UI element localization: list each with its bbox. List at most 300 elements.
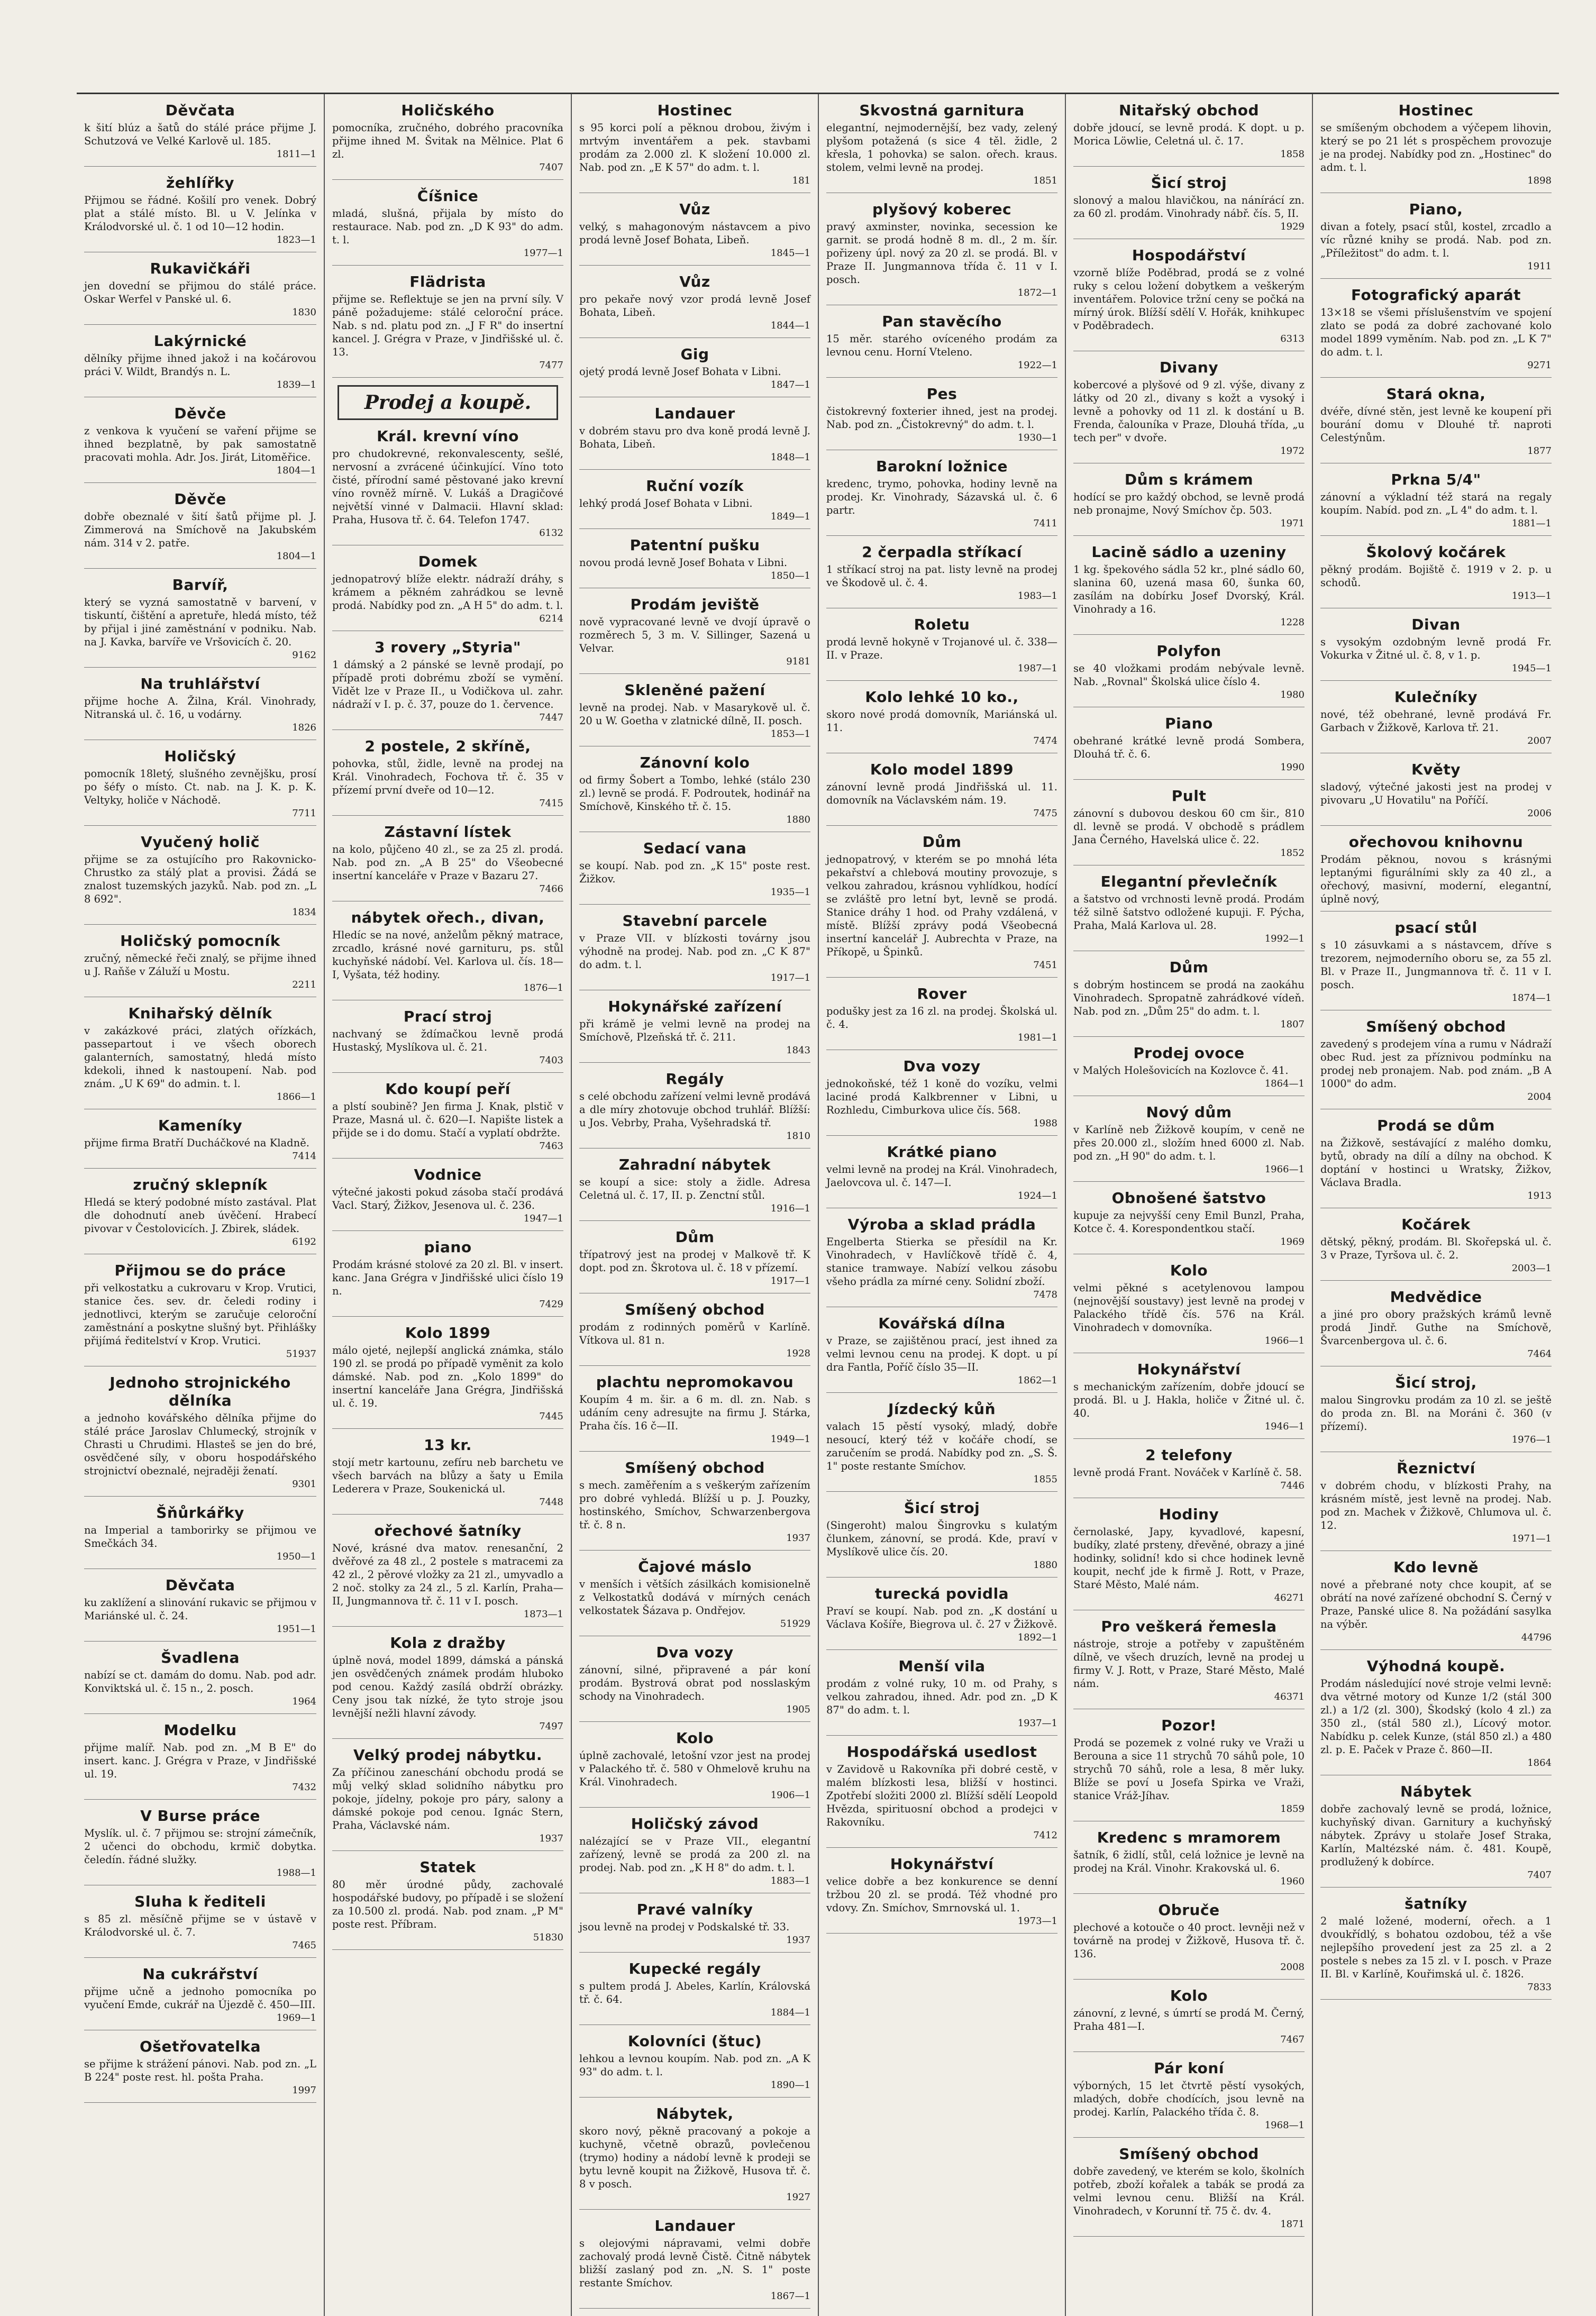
ad-body: plechové a kotouče o 40 proct. levněji než v továrně na prodej v Žižkově, Husova tř. č. 136. [1073,1921,1305,1960]
ad-code: 1937—1 [1017,1718,1057,1729]
ad-code: 6313 [1280,333,1305,344]
classified-ad [579,1729,810,1808]
ad-heading: Na cukrářství [142,1965,258,1983]
ad-code: 1913 [1527,1190,1552,1201]
ad-code: 1810 [786,1130,810,1142]
classified-ad [1320,1895,1552,2000]
classified-ad [579,1373,810,1452]
ad-code: 1937 [786,1935,810,1946]
ad-body: a jiné pro obory pražských krámů levně prodá Jindř. Guthe na Smíchově, Švarcenbergova ul. č. 6. [1320,1308,1552,1347]
ad-columns [77,93,1559,2302]
ad-body: pohovka, stůl, židle, levně na prodej na Král. Vinohradech, Fochova tř. č. 35 v přízemí první dveře od 10—12. [332,758,563,796]
classified-ad [1320,1460,1552,1551]
classified-ad [84,102,316,167]
ad-body: přijme učně a jednoho pomocníka po vyučení Emde, cukrář na Újezdě č. 450—III. [84,1985,316,2011]
ad-body: k šití blúz a šatů do stálé práce přijme J. Schutzová ve Velké Karlově ul. 185. [84,122,316,147]
ad-body: dobře zavedený, ve kterém se kolo, školních potřeb, zboží kořalek a tabák se prodá za velmi levnou cenu. Bližší na Král. Vinohradech, v Korunní tř. 75 č. dv. 4. [1073,2165,1305,2217]
classified-ad [1320,761,1552,826]
ad-body: nachvaný se ždímačkou levně prodá Hustaský, Myslíkova ul. č. 21. [332,1028,563,1053]
classified-ad [1073,1829,1305,1894]
ad-body: velmi levně na prodej na Král. Vinohradech, Jaelovcova ul. č. 147—I. [826,1163,1057,1189]
ad-body: nalézající se v Praze VII., elegantní zařízený, levně se prodá za 200 zl. na prodej. Nab. pod zn. „K H 8" do adm. t. l. [579,1835,810,1874]
classified-ad [1320,200,1552,279]
ad-heading: Kupecké regály [628,1960,761,1977]
ad-body: v Praze, se zajištěnou prací, jest ihned za velmi levnou cenu na prodej. K dopt. u pí dra Fantla, Poříč číslo 35—II. [826,1335,1057,1373]
column-4 [818,94,1065,2316]
ad-heading: Smíšený obchod [625,1459,765,1476]
ad-code: 1917—1 [770,1275,810,1287]
classified-ad [332,1166,563,1231]
classified-ad [826,102,1057,193]
ad-heading: Prodám jeviště [630,596,760,613]
classified-ad [1320,1216,1552,1281]
ad-heading: 13 kr. [424,1436,472,1454]
ad-body: se koupí a sice: stoly a židle. Adresa Celetná ul. č. 17, II. p. Zenctní stůl. [579,1176,810,1201]
classified-ad [579,102,810,193]
ad-body: v Zavidově u Rakovníka při dobré cestě, v malém blízkosti lesa, bližší v hostinci. Zpotřebí složiti 2000 zl. Blížší sdělí Leopold Hvězda, spirituosní obchod a prodejci v Rakovníku. [826,1763,1057,1828]
classified-ad [579,1459,810,1551]
ad-code: 1850—1 [770,570,810,581]
ad-body: stojí metr kartounu, zefíru neb barchetu ve všech barvách na blůzy a šaty u Emila Lederera v Praze, Soukenická ul. [332,1456,563,1495]
ad-body: sladový, výtečné jakosti jest na prodej v pivovaru „U Hovatilu" na Poříčí. [1320,781,1552,806]
ad-body: pravý axminster, novinka, secession ke garnit. se prodá hodně 8 m. dl., 2 m. šír. pořizeny úpl. nový za 20 zl. se prodá. Bl. v Praze II. Jungmannova třída č. 11 v I. posch. [826,221,1057,286]
ad-code: 7429 [539,1299,563,1310]
ad-heading: Dva vozy [656,1644,734,1661]
ad-code: 1848—1 [770,452,810,463]
ad-heading: Patentní pušku [630,536,760,554]
ad-code: 1929 [1280,221,1305,232]
ad-heading: plyšový koberec [872,200,1012,218]
ad-heading: Pár koní [1154,2059,1224,2077]
ad-heading: Rukavičkáři [150,260,251,277]
ad-code: 7412 [1033,1830,1057,1841]
ad-body: se 40 vložkami prodám nebývale levně. Nab. „Rovnal" Školská ulice číslo 4. [1073,662,1305,688]
ad-code: 7446 [1280,1480,1305,1491]
ad-body: malou Singrovku prodám za 10 zl. se ještě do proda zn. Bl. na Moráni č. 360 (v přízemí). [1320,1394,1552,1433]
ad-body: s mechanickým zařízením, dobře jdoucí se prodá. Bl. u J. Hakla, holiče v Žitné ul. č. 40. [1073,1381,1305,1419]
ad-code: 1988—1 [276,1867,316,1879]
ad-heading: Kočárek [1401,1216,1471,1233]
ad-body: který se vyzná samostatně v barvení, v tiskuntí, čištění a apretuře, hledá místo, též by přijal i jiné zaměstnání v podniku. Nab. na J. Kavka, barvíře ve Vršovicích č. 20. [84,596,316,648]
ad-heading: Hospodářství [1132,247,1246,264]
ad-body: pro pekaře nový vzor prodá levně Josef Bohata, Libeň. [579,293,810,318]
ad-heading: Dům [675,1228,715,1246]
ad-code: 51937 [286,1348,316,1360]
classified-ad [332,273,563,378]
classified-ad [332,737,563,816]
ad-heading: Řeznictví [1397,1460,1475,1477]
classified-ad [579,200,810,266]
classified-ad [332,187,563,266]
classified-ad [579,840,810,905]
ad-heading: piano [424,1238,472,1256]
ad-body: výtečné jakosti pokud zásoba stačí prodává Vacl. Starý, Žižkov, Jesenova ul. č. 236. [332,1186,563,1211]
classified-ad [84,2038,316,2103]
ad-code: 1905 [786,1704,810,1715]
classified-ad [826,385,1057,450]
ad-body: jsou levně na prodej v Podskalské tř. 33. [579,1921,790,1933]
ad-body: Koupím 4 m. šir. a 6 m. dl. zn. Nab. s udáním ceny adresujte na firmu J. Stárka, Praha čís. 16 č—II. [579,1393,810,1432]
classified-ad [1320,471,1552,536]
ad-code: 7415 [539,798,563,809]
ad-body: jednopatrový blíže elektr. nádraží dráhy, s krámem a pěkném zahrádkou se levně prodá. Nabídky pod zn. „A H 5" do adm. t. l. [332,573,563,612]
ad-body: s pultem prodá J. Abeles, Karlín, Královská tř. č. 64. [579,1980,810,2005]
ad-code: 1876—1 [523,982,563,993]
ad-code: 7414 [292,1151,316,1162]
ad-code: 7445 [539,1411,563,1422]
classified-ad [826,985,1057,1050]
ad-code: 1950—1 [276,1551,316,1562]
classified-ad [826,200,1057,305]
classified-ad [826,616,1057,681]
ad-code: 1228 [1280,617,1305,628]
ad-heading: Nábytek, [656,2105,734,2122]
ad-body: Praví se koupí. Nab. pod zn. „K dostání u Václava Košíře, Biegrova ul. č. 27 v Žižkově. [826,1605,1057,1630]
ad-heading: Sluha k řediteli [134,1893,266,1910]
ad-body: Hledá se který podobné místo zastával. Plat dle dohodnutí aneb úvěčení. Hrabecí pivovar v Čestolovicích. J. Zbirek, sládek. [84,1196,316,1235]
ad-body: v Praze VII. v blízkosti továrny jsou výhodně na prodej. Nab. pod zn. „C K 87" do adm. t. l. [579,932,810,971]
ad-heading: Barvíř, [172,576,229,594]
classified-ad [1073,642,1305,707]
classified-ad [1073,787,1305,865]
ad-body: zánovní, z levné, s úmrtí se prodá M. Černý, Praha 481—I. [1073,2007,1305,2032]
ad-code: 1916—1 [770,1203,810,1214]
classified-ad [1320,1783,1552,1888]
ad-heading: Velký prodej nábytku. [353,1746,542,1764]
classified-ad [1073,471,1305,536]
classified-ad [84,576,316,668]
ad-heading: Děvče [174,490,226,508]
classified-ad [1073,102,1305,167]
ad-body: z venkova k vyučení se vaření přijme se ihned bezplatně, by pak samostatně pracovati mohla. Adr. Jos. Jirát, Litoměřice. [84,425,316,463]
ad-code: 7467 [1280,2034,1305,2045]
ad-heading: Elegantní převlečník [1100,873,1278,890]
ad-body: třípatrový jest na prodej v Malkově tř. K dopt. pod zn. Škrotova ul. č. 18 v přízemí. [579,1248,810,1274]
ad-code: 2006 [1527,808,1552,819]
ad-heading: Dva vozy [903,1057,981,1075]
ad-body: černolaské, Japy, kyvadlové, kapesní, budíky, zlaté prsteny, dřevěné, obrazy a jiné hodinky, solidní! kdo si chce hodinek levně koupit, nechť jde k firmě J. Rott, v Praze, Staré Město, Malé nám. [1073,1526,1305,1591]
classified-ad [1320,1117,1552,1208]
ad-body: výborných, 15 let čtvrtě pěstí vysokých, mladých, dobře chodících, jsou levně na prodej. Karlín, Palackého třída č. 8. [1073,2080,1305,2118]
ad-body: pomocník 18letý, slušného zevnějšku, prosí po šéfy o místo. Ct. nab. na J. K. p. K. Veltyky, holiče v Náchodě. [84,768,316,806]
ad-body: velice dobře a bez konkurence se denní tržbou 20 zl. se prodá. Též vhodné pro vdovy. Zn. Smíchov, Smrnovská ul. 1. [826,1875,1057,1914]
ad-body: pro chudokrevné, rekonvalescenty, sešlé, nervosní a zvrácené účinkující. Víno toto čisté, přírodní samé pěstované jako krevní víno rovněž mírně. V. Lukáš a Dragičové největší vinné v Dalmacii. Hlavní sklad: Praha, Husova tř. č. 64. Telefon 1747. [332,448,563,526]
ad-heading: Holičský pomocník [120,932,280,950]
classified-ad [1073,1618,1305,1709]
ad-code: 1847—1 [770,379,810,390]
ad-code: 7477 [539,360,563,371]
ad-code: 46271 [1274,1592,1305,1603]
ad-body: Prodá se pozemek z volné ruky ve Vraži u Berouna a sice 11 strychů 70 sáhů pole, 10 strychů 70 sáhů, role a lesa, 8 měr luky. Blíže se poví u Josefa Spirka ve Vraži, stanice Vráž-Jíhav. [1073,1737,1305,1802]
ad-body: v Karlíně neb Žižkově koupím, v ceně ne přes 20.000 zl., složím hned 6000 zl. Nab. pod zn. „H 90" do adm. t. l. [1073,1124,1305,1162]
ad-body: divan a fotely, psací stůl, kostel, zrcadlo a víc různé knihy se prodá. Nab. pod zn. „Příležitost" do adm. t. l. [1320,221,1552,259]
ad-body: 1 dámský a 2 pánské se levně prodají, po případě proti dobrému zboží se vymění. Vidět lze v Praze II., u Vodičkova ul. zahr. nádraží v I. p. č. 37, pouze do 1. července. [332,659,563,710]
ad-code: 7448 [539,1497,563,1508]
ad-code: 7403 [539,1055,563,1066]
ad-code: 1830 [292,307,316,318]
classified-ad [84,1965,316,2030]
column-3 [571,94,818,2316]
ad-heading: Holičský [164,747,236,765]
ad-body: a šatstvo od vrchnosti levně prodá. Prodám též silně šatstvo odložené kupuji. F. Pýcha, Praha, Malá Karlova ul. 28. [1073,893,1305,932]
classified-ad [84,260,316,325]
classified-ad [84,490,316,569]
ad-code: 2007 [1527,735,1552,746]
ad-body: vzorně blíže Poděbrad, prodá se z volné ruky s celou ložení dobytkem a veškerým inventářem. Polovice tržní ceny se počká na mírný úrok. Blížší sdělí V. Hořák, knihkupec v Poděbradech. [1073,267,1305,332]
classified-ad [579,2105,810,2210]
ad-code: 1871 [1280,2219,1305,2230]
ad-heading: Kolo 1899 [405,1324,491,1342]
classified-ad [579,1156,810,1221]
ad-heading: plachtu nepromokavou [596,1373,794,1391]
ad-body: 1 stříkací stroj na pat. listy levně na prodej ve Škodově ul. č. 4. [826,563,1057,589]
ad-heading: 2 čerpadla stříkací [862,543,1022,561]
ad-body: 13×18 se všemi příslušenstvím ve spojení zlato se podá za dobré zachované kolo model 1899 vyměním. Nab. pod zn. „L K 7" do adm. t. l. [1320,306,1552,358]
ad-code: 1928 [786,1348,810,1359]
classified-ad [332,823,563,901]
ad-code: 1884—1 [770,2007,810,2018]
ad-body: (Singeroht) malou Šingrovku s kulatým člunkem, zánovní, se prodá. Kde, praví v Myslíkově ulice čís. 20. [826,1519,1057,1558]
classified-ad [332,1080,563,1159]
ad-heading: Pozor! [1161,1717,1217,1734]
ad-heading: Šicí stroj, [1395,1374,1477,1391]
ad-code: 1859 [1280,1803,1305,1814]
ad-body: Engelberta Stierka se přesídil na Kr. Vinohradech, v Havlíčkově třídě č. 4, stanice tramwaye. Nabízí velkou zásobu všeho prádla za mírné ceny. Solidní zboží. [826,1236,1057,1288]
ad-code: 1826 [292,722,316,733]
ad-body: skoro nový, pěkně pracovaný a pokoje a kuchyně, včetně obrazů, povlečenou (trymo) hodiny a nádobí levně k prodeji se bytu levně koupit na Žižkově, Husova tř. č. 8 v posch. [579,2125,810,2190]
ad-body: hodící se pro každý obchod, se levně prodá neb pronajme, Nový Smíchov čp. 503. [1073,491,1305,516]
ad-body: jen dovední se přijmou do stálé práce. Oskar Werfel v Panské ul. 6. [84,280,316,305]
classified-ad [826,1499,1057,1578]
ad-body: a jednoho kovářského dělníka přijme do stálé práce Jaroslav Chlumecký, strojník v Chrasti u Chrudimi. Hlasteš se jen do bré, osvědčené síly, v oboru hospodářského strojnictví obeznalé, nejraději ženatí. [84,1412,316,1477]
ad-heading: Prkna 5/4" [1391,471,1481,488]
ad-body: přijme firma Bratří Ducháčkové na Kladně. [84,1137,309,1149]
ad-code: 1917—1 [770,972,810,983]
ad-body: dětský, pěkný, prodám. Bl. Skořepská ul. č. 3 v Praze, Tyršova ul. č. 2. [1320,1236,1552,1261]
classified-ad [826,761,1057,826]
ad-body: zánovní a výkladní též stará na regaly koupím. Nabíd. pod zn. „L 4" do adm. t. l. [1320,491,1552,516]
classified-ad [84,1262,316,1366]
ad-code: 51830 [533,1932,563,1943]
ad-code: 7833 [1527,1982,1552,1993]
ad-body: Přijmou se řádné. Košilí pro venek. Dobrý plat a stálé místo. Bl. u V. Jelínka v Králodvorské ul. č. 1 od 10—12 hodin. [84,194,316,233]
ad-heading: Přijmou se do práce [114,1262,286,1279]
ad-code: 1977—1 [523,248,563,259]
ad-code: 2004 [1527,1091,1552,1102]
ad-heading: Barokní ložnice [876,458,1008,475]
classified-ad [1320,286,1552,378]
column-5 [1065,94,1312,2316]
ad-heading: Obruče [1158,1901,1220,1919]
classified-ad [84,1649,316,1714]
classified-ad [1073,1104,1305,1182]
classified-ad [1073,2145,1305,2237]
ad-body: zánovní, silné, připravené a pár koní prodám. Bystrová obrat pod nosslaským schody na Vinohradech. [579,1664,810,1702]
ad-body: prodám z volné ruky, 10 m. od Prahy, s velkou zahradou, ihned. Adr. pod zn. „D K 87" do adm. t. l. [826,1677,1057,1716]
ad-code: 7475 [1033,808,1057,819]
ad-body: velký, s mahagonovým nástavcem a pivo prodá levně Josef Bohata, Libeň. [579,221,810,246]
classified-ad [332,1008,563,1073]
ad-heading: nábytek ořech., divan, [351,909,545,926]
ad-heading: Modelku [163,1721,237,1739]
classified-ad [332,1324,563,1429]
ad-body: s olejovými nápravami, velmi dobře zachovalý prodá levně Čistě. Čitně nábytek bližší zaslaný pod zn. „N. S. 1" poste restante Smíchov. [579,2237,810,2289]
classified-ad [1073,174,1305,239]
ad-body: úplně nová, model 1899, dámská a pánská jen osvědčených známek prodám hluboko pod cenou. Každý zasílá obdrží obrázky. Ceny jsou tak nízké, že tyto stroje jsou levnější nežli hlavní závody. [332,1654,563,1719]
ad-code: 1983—1 [1017,590,1057,601]
ad-body: obehrané krátké levně prodá Sombera, Dlouhá tř. č. 6. [1073,735,1305,760]
ad-heading: V Burse práce [140,1807,260,1825]
classified-ad [1073,1446,1305,1498]
ad-heading: Pravé valníky [636,1901,753,1918]
ad-heading: Obnošené šatstvo [1111,1189,1266,1207]
ad-heading: Kameníky [158,1117,243,1134]
ad-code: 1987—1 [1017,663,1057,674]
ad-body: Prodám krásné stolové za 20 zl. Bl. v insert. kanc. Jana Grégra v Jindřišské ulici číslo 19 n. [332,1259,563,1297]
ad-code: 7432 [292,1782,316,1793]
classified-ad [84,1721,316,1800]
ad-heading: Stará okna, [1386,385,1486,403]
ad-code: 1924—1 [1017,1190,1057,1201]
ad-body: pomocníka, zručného, dobrého pracovníka přijme ihned M. Švitak na Mělnice. Plat 6 zl. [332,122,563,160]
ad-heading: Krátké piano [887,1143,997,1161]
classified-ad [579,1228,810,1293]
ad-body: s celé obchodu zařízení velmi levně prodává a dle míry zhotovuje obchod truhlář. Blížší: u Jos. Vebrby, Praha, Vyšehradská tř. [579,1090,810,1129]
ad-body: dělníky přijme ihned jakož i na kočárovou práci V. Wildt, Brandýs n. L. [84,352,316,378]
ad-code: 1973—1 [1017,1916,1057,1927]
ad-heading: Menší vila [898,1657,986,1675]
column-2 [324,94,571,2316]
ad-code: 6132 [539,527,563,539]
ad-body: s dobrým hostincem se prodá na zaokáhu Vinohradech. Spropatně zahrádkové vídeň. Nab. pod zn. „Dům 25" do adm. t. l. [1073,979,1305,1017]
classified-ad [1320,1558,1552,1650]
ad-heading: Vůz [679,273,710,290]
classified-ad [1320,616,1552,681]
ad-heading: Na truhlářství [140,675,260,692]
ad-heading: Kdo koupí peří [385,1080,510,1098]
ad-code: 1949—1 [770,1434,810,1445]
classified-ad [579,998,810,1063]
ad-body: Myslík. ul. č. 7 přijmou se: strojní zámečník, 2 učenci do obchodu, krmič dobytka. čeledín. řádné služky. [84,1827,316,1866]
ad-code: 1804—1 [276,551,316,562]
ad-body: 2 malé ložené, moderní, ořech. a 1 dvoukřídlý, s bohatou ozdobou, též a vše nejlepšího provedení jest za 25 zl. a 2 postele s nebes za 15 zl. v I. posch. v Praze II. Bl. v Karlíně, Kouřimská ul. č. 1826. [1320,1915,1552,1980]
ad-heading: Jízdecký kůň [888,1400,996,1418]
ad-body: zánovní levně prodá Jindřišská ul. 11. domovník na Václavském nám. 19. [826,781,1057,806]
ad-code: 1851 [1033,175,1057,186]
ad-heading: ořechové šatníky [374,1522,522,1539]
ad-heading: Polyfon [1156,642,1221,660]
ad-heading: Děvčata [165,102,235,119]
ad-code: 1873—1 [523,1609,563,1620]
ad-code: 1849—1 [770,511,810,522]
ad-body: kobercové a plyšové od 9 zl. výše, divany z látky od 20 zl., divany s kožt a vysoký i levně a pohovky od 11 zl. k dostání u B. Frenda, čalouníka v Praze, Dlouhá třída, „u tech per" v dvoře. [1073,379,1305,444]
ad-heading: ořechovou knihovnu [1348,833,1524,851]
ad-body: nástroje, stroje a potřeby v zapuštěném dílně, ve všech druzích, levně na prodej u firmy V. J. Rott, v Praze, Staré Město, Malé nám. [1073,1638,1305,1690]
ad-body: 1 kg. špekového sádla 52 kr., plné sádlo 60, slanina 60, uzená masa 60, šunka 60, zasílám na dobírku Josef Dvorský, Král. Vinohrady a 16. [1073,563,1305,615]
ad-heading: Číšnice [417,187,479,205]
classified-ad [1320,833,1552,911]
classified-ad [1320,1657,1552,1775]
ad-heading: turecká povidla [874,1585,1009,1602]
ad-heading: Statek [419,1858,476,1876]
classified-ad [579,477,810,529]
ad-heading: Smíšený obchod [1119,2145,1259,2163]
ad-code: 1892—1 [1017,1632,1057,1643]
ad-code: 9271 [1527,360,1552,371]
ad-body: při velkostatku a cukrovaru v Krop. Vrutici, stanice čes. sev. dr. čeledi rodiny i jednotlivci, kterým se zaručuje celoroční zaměstnání a poskytne slušný byt. Přihlášky přijímá ředitelství v Krop. Vrutici. [84,1282,316,1347]
classified-ad [332,1634,563,1739]
ad-heading: psací stůl [1394,919,1478,936]
ad-body: na Imperial a tamborirky se přijmou ve Smečkách 34. [84,1524,316,1549]
ad-heading: Hokynářské zařízení [608,998,782,1015]
ad-heading: Pro veškerá řemesla [1101,1618,1277,1635]
classified-ad [332,553,563,631]
ad-heading: Pult [1171,787,1207,805]
classified-ad [332,427,563,545]
ad-heading: Čajové máslo [638,1558,752,1575]
ad-body: přijme se za ostujícího pro Rakovnicko-Chrustko za stálý plat a provisi. Žádá se znalost tuzemských jazyků. Nab. pod zn. „L 8 692". [84,853,316,905]
ad-code: 1960 [1280,1876,1305,1887]
classified-ad [1320,102,1552,193]
ad-code: 1898 [1527,175,1552,186]
classified-ad [579,1558,810,1636]
ad-code: 181 [792,175,810,186]
ad-body: slonový a malou hlavičkou, na nánírácí zn. za 60 zl. prodám. Vinohrady nábř. čís. 5, II. [1073,194,1305,220]
ad-heading: Kulečníky [1394,688,1478,706]
ad-body: nově vypracované levně ve dvojí úpravě o rozměrech 5, 3 m. V. Sillinger, Sazená u Velvar. [579,616,810,654]
ad-body: s 10 zásuvkami a s nástavcem, dříve s trezorem, nejmoderního oboru se, za 55 zl. Bl. v Praze II., Jungmannova tř. č. 11 v I. posch. [1320,939,1552,991]
classified-ad [579,754,810,832]
ad-code: 7451 [1033,960,1057,971]
ad-body: na kolo, půjčeno 40 zl., se za 25 zl. prodá. Nab. pod zn. „A B 25" do Všeobecné insertní kanceláře v Praze v Bazaru 27. [332,843,563,882]
ad-heading: Kolo model 1899 [870,761,1014,778]
ad-heading: Kolo [1170,1262,1208,1279]
classified-ad [826,458,1057,536]
classified-ad [84,932,316,997]
classified-ad [579,912,810,990]
ad-body: kupuje za nejvyšší ceny Emil Bunzl, Praha, Kotce č. 4. Korespondentkou stačí. [1073,1209,1305,1235]
ad-heading: Rover [917,985,967,1002]
ad-body: přijme malíř. Nab. pod zn. „M B E" do insert. kanc. J. Grégra v Praze, v Jindřišské ul. 19. [84,1741,316,1780]
classified-ad [579,2217,810,2309]
ad-code: 1980 [1280,689,1305,700]
ad-code: 1877 [1527,445,1552,457]
ad-body: v Malých Holešovicích na Kozlovce č. 41. [1073,1064,1289,1077]
ad-code: 1972 [1280,445,1305,457]
ad-heading: Zástavní lístek [384,823,512,841]
ad-body: mladá, slušná, přijala by místo do restaurace. Nab. pod zn. „D K 93" do adm. t. l. [332,207,563,246]
ad-heading: Výroba a sklad prádla [847,1216,1036,1233]
ad-body: jednopatrový, v kterém se po mnohá léta pekařství a chlebová moutiny provozuje, s velkou zahradou, krásnou vyhlídkou, hodící se zvláště pro letní byt, levně se prodá. Stanice dráhy 1 hod. od Prahy vzdálená, v místě. Blížší zprávy podá Všeobecná insertní kancelář J. Aubrechta v Praze, na Příkopě, u Špinků. [826,853,1057,958]
ad-body: Prodám následující nové stroje velmi levně: dva větrné motory od Kunze 1/2 (stál 300 zl.) a 1/2 (zl. 300), Škodský (kolo 4 zl.) za 350 zl., (stál 580 zl.), Lícový motor. Nabídku p. celek Kunze, (stál 850 zl.) a 480 zl. p. E. Paček v Praze č. 860—II. [1320,1677,1552,1756]
ad-body: dvéře, dívné stěn, jest levně ke koupení při bourání domu v Dlouhé tř. naproti Celestýnům. [1320,405,1552,444]
ad-heading: Vodnice [414,1166,482,1183]
ad-heading: Dům [1169,959,1209,976]
ad-body: velmi pěkné s acetylenovou lampou (nejnovější soustavy) jest levně na prodej v Palackého třídě čís. 576 na Král. Vinohradech v domovníka. [1073,1282,1305,1334]
classified-ad [826,688,1057,753]
ad-body: podušky jest za 16 zl. na prodej. Školská ul. č. 4. [826,1005,1057,1031]
classified-ad [826,1143,1057,1208]
ad-body: dobře jdoucí, se levně prodá. K dopt. u p. Morica Löwlie, Celetná ul. č. 17. [1073,122,1305,147]
classified-ad [579,1901,810,1953]
ad-heading: Lakýrnické [153,332,247,350]
ad-heading: Hostinec [657,102,733,119]
ad-code: 1843 [786,1045,810,1056]
ad-body: prodá levně hokyně v Trojanové ul. č. 338—II. v Praze. [826,636,1057,661]
classified-ad [826,1400,1057,1492]
classified-ad [332,1858,563,1950]
ad-heading: Kolo [1170,1987,1208,2004]
